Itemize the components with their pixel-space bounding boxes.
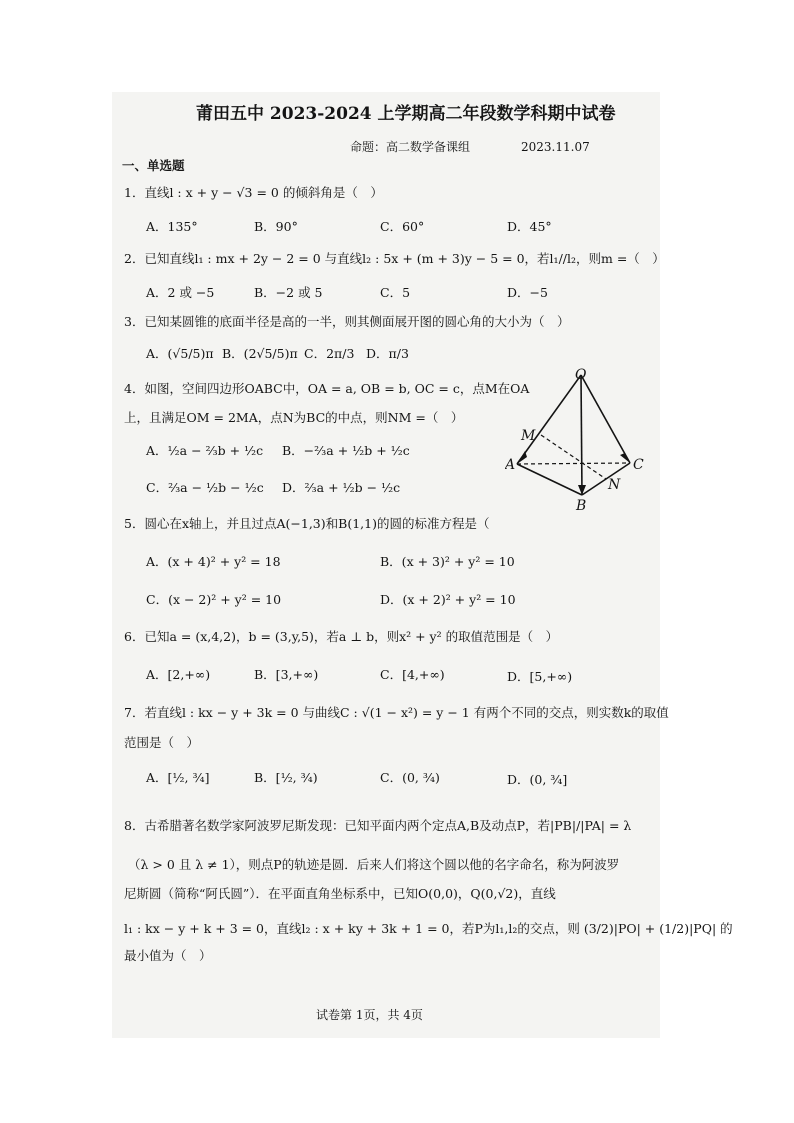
exam-date: 2023.11.07: [521, 140, 590, 154]
question-8-stem-line1: 8．古希腊著名数学家阿波罗尼斯发现：已知平面内两个定点A,B及动点P，若|PB|/|PA| = λ: [124, 818, 632, 833]
q5-option-b: B．(x + 3)² + y² = 10: [380, 554, 515, 569]
q4-option-d: D．⅔a + ½b − ½c: [282, 480, 401, 495]
question-2-stem: 2．已知直线l₁ : mx + 2y − 2 = 0 与直线l₂ : 5x + (m + 3)y − 5 = 0，若l₁//l₂，则m =（ ）: [124, 251, 665, 266]
exam-author: 命题：高二数学备课组: [350, 140, 471, 154]
question-7-stem-line2: 范围是（ ）: [124, 735, 200, 750]
q7-option-a: A．[½, ¾]: [146, 770, 210, 785]
q1-option-a: A．135°: [146, 219, 198, 234]
label-m: M: [521, 428, 536, 444]
question-8-stem-line5: 最小值为（ ）: [124, 948, 212, 963]
segment-mn-dashed: [541, 435, 606, 479]
question-6-stem: 6．已知a = (x,4,2)，b = (3,y,5)，若a ⊥ b，则x² + y² 的取值范围是（ ）: [124, 629, 559, 644]
label-c: C: [633, 457, 644, 473]
question-8-stem-line2: （λ > 0 且 λ ≠ 1），则点P的轨迹是圆．后来人们将这个圆以他的名字命名，称为阿波罗: [128, 857, 620, 872]
q1-option-b: B．90°: [254, 219, 298, 234]
q2-option-d: D．−5: [507, 285, 548, 300]
question-4-stem-line1: 4．如图，空间四边形OABC中，OA = a, OB = b, OC = c，点M在OA: [124, 381, 530, 396]
q5-option-c: C．(x − 2)² + y² = 10: [146, 592, 282, 607]
q7-option-c: C．(0, ¾): [380, 770, 440, 785]
q7-option-b: B．[½, ¾): [254, 770, 318, 785]
label-b: B: [576, 498, 587, 513]
q5-option-d: D．(x + 2)² + y² = 10: [380, 592, 516, 607]
arrow-oa: [517, 451, 527, 464]
edge-oa: [517, 375, 581, 464]
q3-option-c: C．2π/3: [304, 346, 355, 361]
q1-option-d: D．45°: [507, 219, 552, 234]
q3-option-a: A．(√5/5)π: [146, 346, 214, 361]
question-1-stem: 1．直线l : x + y − √3 = 0 的倾斜角是（ ）: [124, 185, 383, 200]
edge-ac-dashed: [517, 463, 630, 464]
label-a: A: [505, 457, 516, 473]
question-3-stem: 3．已知某圆锥的底面半径是高的一半，则其侧面展开图的圆心角的大小为（ ）: [124, 314, 570, 329]
q3-option-b: B．(2√5/5)π: [222, 346, 298, 361]
question-7-stem-line1: 7．若直线l : kx − y + 3k = 0 与曲线C : √(1 − x²) = y − 1 有两个不同的交点，则实数k的取值: [124, 705, 669, 720]
label-o: O: [575, 367, 587, 383]
q2-option-b: B．−2 或 5: [254, 285, 323, 300]
edge-ab: [517, 464, 582, 495]
page-footer: 试卷第 1页，共 4页: [316, 1008, 423, 1022]
q7-option-d: D．(0, ¾]: [507, 772, 568, 787]
q6-option-c: C．[4,+∞): [380, 667, 445, 682]
arrow-oc: [620, 453, 630, 463]
question-4-stem-line2: 上，且满足OM = 2MA，点N为BC的中点，则NM =（ ）: [124, 410, 464, 425]
question-8-stem-line4: l₁ : kx − y + k + 3 = 0，直线l₂ : x + ky + 3k + 1 = 0，若P为l₁,l₂的交点，则 (3/2)|PO| + (1/2)|PQ| 的: [124, 921, 733, 936]
q5-option-a: A．(x + 4)² + y² = 18: [146, 554, 281, 569]
edge-ob: [581, 375, 582, 495]
q4-option-b: B．−⅔a + ½b + ½c: [282, 443, 410, 458]
section-title: 一、单选题: [122, 158, 185, 173]
q6-option-a: A．[2,+∞): [146, 667, 211, 682]
q1-option-c: C．60°: [380, 219, 425, 234]
q4-option-a: A．½a − ⅔b + ½c: [146, 443, 264, 458]
edge-oc: [581, 375, 630, 463]
question-8-stem-line3: 尼斯圆（简称“阿氏圆”）．在平面直角坐标系中，已知O(0,0)，Q(0,√2)，直线: [124, 886, 556, 901]
label-n: N: [608, 477, 621, 493]
q2-option-a: A．2 或 −5: [146, 285, 215, 300]
exam-title: 莆田五中 2023-2024 上学期高二年段数学科期中试卷: [196, 104, 616, 124]
q6-option-b: B．[3,+∞): [254, 667, 319, 682]
q2-option-c: C．5: [380, 285, 411, 300]
question-5-stem: 5．圆心在x轴上，并且过点A(−1,3)和B(1,1)的圆的标准方程是（: [124, 516, 490, 531]
q4-option-c: C．⅔a − ½b − ½c: [146, 480, 264, 495]
q6-option-d: D．[5,+∞): [507, 669, 573, 684]
q3-option-d: D．π/3: [366, 346, 409, 361]
tetrahedron-figure: [505, 365, 655, 513]
